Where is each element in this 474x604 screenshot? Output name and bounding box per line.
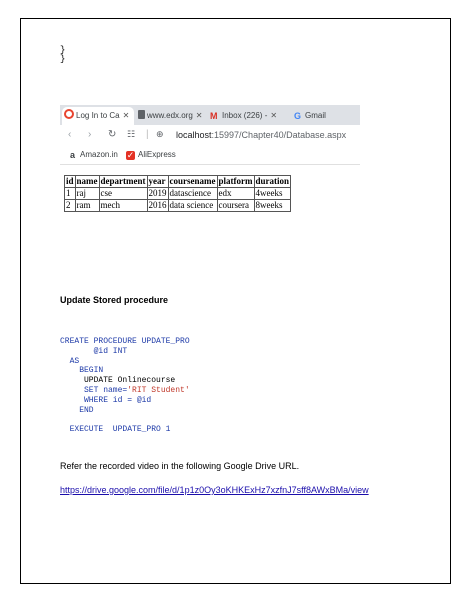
table-cell: edx	[217, 188, 254, 200]
table-cell: 2	[65, 200, 76, 212]
tab-login[interactable]	[62, 107, 134, 125]
bookmark-label: Amazon.in	[80, 150, 118, 159]
table-cell: 8weeks	[254, 200, 291, 212]
reload-icon[interactable]: ↻	[108, 129, 117, 140]
code-line: CREATE PROCEDURE UPDATE_PRO	[60, 337, 190, 346]
table-cell: mech	[99, 200, 147, 212]
close-icon[interactable]: ✕	[270, 111, 278, 120]
code-line: EXECUTE UPDATE_PRO 1	[60, 425, 171, 435]
close-icon[interactable]: ✕	[195, 111, 203, 120]
tab-bar	[60, 105, 360, 125]
closing-brace: }	[60, 45, 66, 55]
globe-icon: ⊕	[156, 129, 164, 139]
divider: |	[146, 129, 149, 140]
instruction-text: Refer the recorded video in the following Google Drive URL.	[60, 461, 300, 471]
table-cell: 1	[65, 188, 76, 200]
code-line: END	[60, 405, 94, 415]
code-line: BEGIN	[60, 366, 104, 376]
sql-code-block	[60, 337, 190, 435]
column-header: year	[147, 176, 168, 188]
code-line: UPDATE Onlinecourse	[60, 376, 176, 386]
amazon-icon: a	[69, 150, 75, 160]
browser-screenshot	[60, 105, 360, 223]
opera-icon	[64, 109, 74, 119]
tab-edx[interactable]	[136, 107, 206, 125]
column-header: duration	[255, 176, 290, 186]
page-icon	[138, 110, 145, 119]
code-line: SET name=	[60, 385, 128, 395]
column-header: coursename	[169, 176, 216, 186]
course-table	[64, 175, 291, 212]
column-header: department	[100, 176, 146, 186]
tab-label: www.edx.org	[147, 111, 193, 120]
table-cell: 2019	[148, 188, 167, 198]
table-cell: data science	[168, 200, 217, 212]
table-row	[65, 200, 291, 212]
code-line: AS	[60, 356, 80, 366]
closing-brace: }	[60, 54, 66, 64]
close-icon[interactable]: ✕	[122, 111, 130, 120]
tab-gmail[interactable]	[292, 107, 358, 125]
table-cell: datascience	[168, 188, 217, 200]
url-host: localhost	[176, 130, 212, 140]
apps-icon[interactable]: ☷	[127, 129, 136, 139]
table-cell: 4weeks	[254, 188, 291, 200]
tab-label: Inbox (226) -	[222, 111, 268, 120]
code-string: 'RIT Student'	[127, 385, 190, 395]
bookmark-amazon[interactable]	[68, 150, 118, 160]
table-cell: coursera	[217, 200, 254, 212]
google-icon: G	[294, 111, 302, 121]
address-bar[interactable]	[176, 130, 346, 140]
section-heading: Update Stored procedure	[60, 295, 169, 305]
bookmarks-bar	[60, 147, 360, 165]
tab-label: Gmail	[305, 111, 326, 120]
code-line: WHERE id = @id	[60, 395, 152, 405]
url-path: :15997/Chapter40/Database.aspx	[211, 130, 347, 140]
table-cell: cse	[99, 188, 147, 200]
column-header: platform	[218, 176, 253, 186]
gmail-icon: M	[210, 111, 218, 121]
code-line: @id INT	[60, 346, 128, 356]
forward-icon[interactable]: ›	[88, 129, 92, 140]
table-cell: ram	[75, 200, 99, 212]
bookmark-aliexpress[interactable]	[126, 150, 176, 160]
table-cell: 2016	[148, 200, 167, 210]
table-cell: raj	[75, 188, 99, 200]
bookmark-label: AliExpress	[138, 150, 176, 159]
tab-inbox[interactable]	[208, 107, 288, 125]
table-row	[65, 188, 291, 200]
tab-label: Log In to Ca	[76, 111, 120, 120]
drive-link[interactable]: https://drive.google.com/file/d/1p1z0Oy3oKHKExHz7xzfnJ7sff8AWxBMa/view	[60, 485, 369, 495]
table-header-row	[65, 176, 291, 188]
back-icon[interactable]: ‹	[68, 129, 72, 140]
column-header: id	[66, 176, 74, 186]
column-header: name	[76, 176, 98, 186]
aliexpress-icon: ✓	[126, 150, 135, 160]
address-row	[60, 125, 360, 147]
